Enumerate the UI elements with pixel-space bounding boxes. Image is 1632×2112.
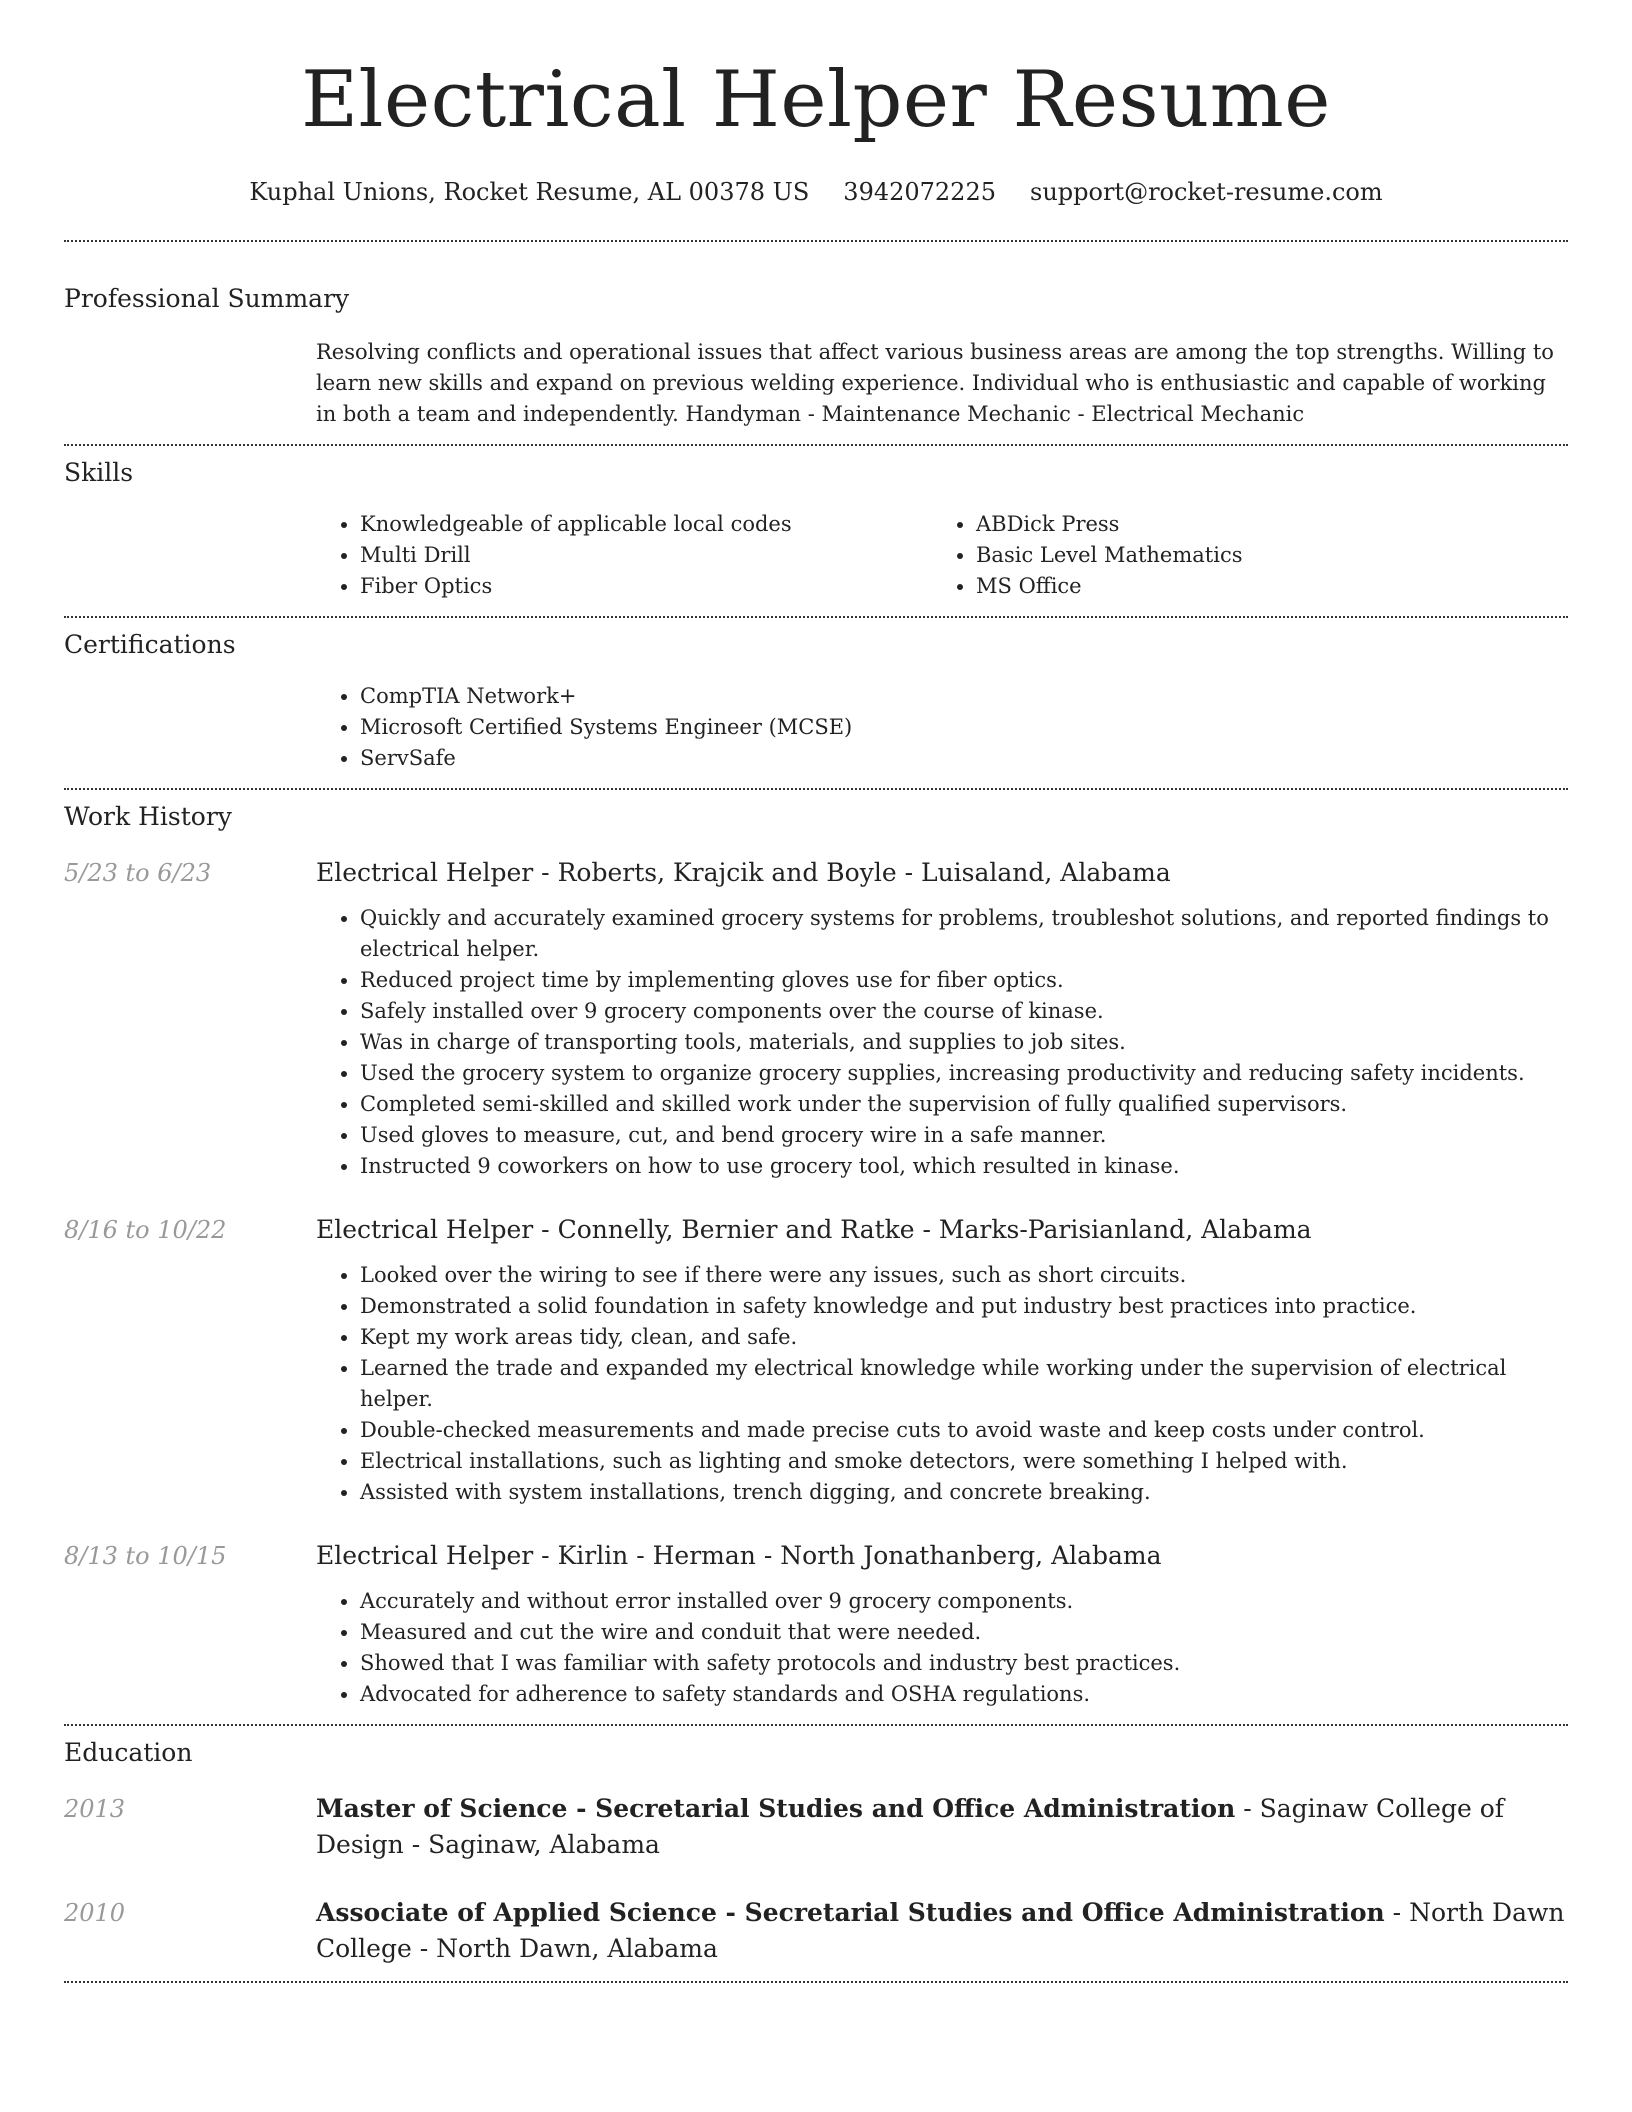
job-duty: • Reduced project time by implementing gloves use for fiber optics.: [360, 965, 1568, 996]
job-duty: • Was in charge of transporting tools, materials, and supplies to job sites.: [360, 1027, 1568, 1058]
job-dates: 8/16 to 10/22: [64, 1216, 227, 1244]
section-title-work-history: Work History: [64, 802, 232, 831]
section-title-certifications: Certifications: [64, 630, 236, 659]
skill-item: • ABDick Press: [976, 509, 1568, 540]
summary-section: [64, 242, 1568, 444]
contact-phone: 3942072225: [843, 178, 996, 206]
section-title-summary: Professional Summary: [64, 284, 350, 313]
skill-item: • Fiber Optics: [360, 571, 932, 602]
job-entry: [64, 1212, 1568, 1508]
certifications-list: [316, 681, 1568, 774]
job-heading: Electrical Helper - Roberts, Krajcik and Boyle - Luisaland, Alabama: [316, 858, 1171, 887]
skills-list-left: [316, 509, 932, 602]
education-institution: - Saginaw College of Design - Saginaw, Alabama: [316, 1794, 1505, 1859]
job-duty: • Showed that I was familiar with safety protocols and industry best practices.: [360, 1648, 1568, 1679]
summary-text: Resolving conflicts and operational issues that affect various business areas are among the top strengths. Willing to learn new skills and expand on previous welding experience. Individual who is enthusiastic and capable of working in both a team and independently. Handyman - Maintenance Mechanic - Electrical Mechanic: [316, 340, 1554, 426]
job-duty: • Double-checked measurements and made precise cuts to avoid waste and keep costs under control.: [360, 1415, 1568, 1446]
skill-item: • MS Office: [976, 571, 1568, 602]
job-dates: 8/13 to 10/15: [64, 1542, 227, 1570]
education-entry: [64, 1895, 1568, 1967]
work-history-section: [64, 790, 1568, 1724]
education-year: 2013: [64, 1795, 126, 1823]
job-duty: • Quickly and accurately examined grocery systems for problems, troubleshot solutions, and reported findings to electrical helper.: [360, 903, 1568, 965]
job-duty: • Learned the trade and expanded my electrical knowledge while working under the supervision of electrical helper.: [360, 1353, 1568, 1415]
job-dates: 5/23 to 6/23: [64, 859, 212, 887]
education-entry: [64, 1791, 1568, 1863]
contact-info: [64, 178, 1568, 206]
skills-section: [64, 446, 1568, 616]
skill-item: • Multi Drill: [360, 540, 932, 571]
job-duty: • Used gloves to measure, cut, and bend grocery wire in a safe manner.: [360, 1120, 1568, 1151]
certification-item: • ServSafe: [360, 743, 1568, 774]
education-institution: - North Dawn College - North Dawn, Alabama: [316, 1898, 1565, 1963]
job-duty: • Looked over the wiring to see if there were any issues, such as short circuits.: [360, 1260, 1568, 1291]
skills-list-right: [932, 509, 1568, 602]
contact-email: support@rocket-resume.com: [1030, 178, 1383, 206]
education-section: [64, 1726, 1568, 1981]
job-duties: [316, 1586, 1568, 1710]
job-duty: • Completed semi-skilled and skilled work under the supervision of fully qualified supervisors.: [360, 1089, 1568, 1120]
job-heading: Electrical Helper - Connelly, Bernier and Ratke - Marks-Parisianland, Alabama: [316, 1215, 1312, 1244]
resume-title: Electrical Helper Resume: [301, 55, 1331, 145]
job-duty: • Assisted with system installations, trench digging, and concrete breaking.: [360, 1477, 1568, 1508]
job-duty: • Measured and cut the wire and conduit that were needed.: [360, 1617, 1568, 1648]
job-duty: • Electrical installations, such as lighting and smoke detectors, were something I helped with.: [360, 1446, 1568, 1477]
job-duty: • Advocated for adherence to safety standards and OSHA regulations.: [360, 1679, 1568, 1710]
contact-address: Kuphal Unions, Rocket Resume, AL 00378 US: [249, 178, 810, 206]
job-heading: Electrical Helper - Kirlin - Herman - North Jonathanberg, Alabama: [316, 1541, 1162, 1570]
education-degree: Master of Science - Secretarial Studies and Office Administration: [316, 1794, 1236, 1823]
job-duty: • Instructed 9 coworkers on how to use grocery tool, which resulted in kinase.: [360, 1151, 1568, 1182]
certification-item: • Microsoft Certified Systems Engineer (MCSE): [360, 712, 1568, 743]
job-duty: • Accurately and without error installed over 9 grocery components.: [360, 1586, 1568, 1617]
job-entry: [64, 855, 1568, 1182]
job-duties: [316, 1260, 1568, 1508]
education-degree: Associate of Applied Science - Secretarial Studies and Office Administration: [316, 1898, 1385, 1927]
job-duty: • Safely installed over 9 grocery components over the course of kinase.: [360, 996, 1568, 1027]
section-title-skills: Skills: [64, 458, 134, 487]
education-year: 2010: [64, 1899, 126, 1927]
job-entry: [64, 1538, 1568, 1710]
job-duties: [316, 903, 1568, 1182]
job-duty: • Kept my work areas tidy, clean, and safe.: [360, 1322, 1568, 1353]
section-title-education: Education: [64, 1738, 193, 1767]
skill-item: • Knowledgeable of applicable local codes: [360, 509, 932, 540]
certifications-section: [64, 618, 1568, 788]
job-duty: • Demonstrated a solid foundation in safety knowledge and put industry best practices into practice.: [360, 1291, 1568, 1322]
certification-item: • CompTIA Network+: [360, 681, 1568, 712]
divider: [64, 1981, 1568, 1983]
skill-item: • Basic Level Mathematics: [976, 540, 1568, 571]
job-duty: • Used the grocery system to organize grocery supplies, increasing productivity and reducing safety incidents.: [360, 1058, 1568, 1089]
